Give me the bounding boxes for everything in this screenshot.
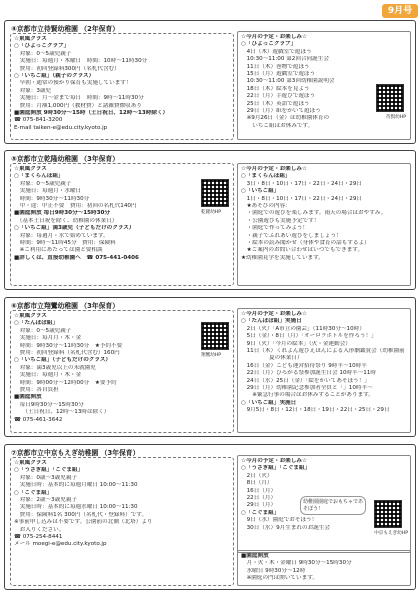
- kindergarten-panel-moegi: [4, 444, 416, 590]
- schedule-line: ・園庭での遊びを楽しみます。雨天の場合はおやすみ。: [241, 210, 387, 217]
- schedule-line: 15日（月）遊戯室で遊ぼう: [241, 71, 316, 78]
- schedule-line: ・絵本の読み聞かせ（身体や食育の話もするよ）: [241, 240, 370, 247]
- info-line: ■園庭開放 9時30分～15時（土日祝日、12時～13時除く）: [14, 110, 169, 117]
- info-line: ☆東風クラス: [14, 313, 47, 319]
- schedule-line: 24日（水）25日（金）「絵をかいてあそぼう！」: [241, 377, 370, 384]
- info-line: 早朝・通常の預かり保育も実施しています！: [14, 80, 132, 87]
- schedule-line: 2日（火）: [241, 472, 273, 479]
- schedule-line: ○「たんぽぽ組」実施日: [241, 318, 302, 325]
- open-garden-box: [237, 550, 411, 586]
- schedule-line: 3日・8日・10日・17日・22日・24日・29日: [241, 180, 363, 187]
- schedule-heading: ☆今月の予定・お楽しみ☆: [241, 166, 307, 172]
- info-line: ☆東風クラス: [14, 36, 47, 42]
- info-line: ☎ 075-461-3642: [14, 416, 63, 423]
- qr-caption: 待賢幼HP: [385, 115, 406, 120]
- qr-code-icon[interactable]: [376, 84, 404, 112]
- schedule-line: 22日（月）手遊びで遊ぼう: [241, 93, 316, 100]
- info-line: 対象：毎週月・水で始めています。: [14, 232, 109, 239]
- info-line: 費用：各自負担: [14, 387, 59, 394]
- schedule-line: 4日（木）遊戯室で遊ぼう: [241, 48, 312, 55]
- info-line: メール moegi-e@edu.city.kyoto.jp: [14, 541, 107, 548]
- schedule-box: [237, 163, 411, 286]
- info-line: 実施日時：基本的に毎週水曜日 10:00～11:30: [14, 504, 138, 511]
- info-line: 対象：0～5歳児親子: [14, 327, 72, 334]
- schedule-heading: ☆今月の予定・お楽しみ☆: [241, 311, 307, 317]
- info-line: ☆東風クラス: [14, 166, 47, 172]
- schedule-line: ※9月26日（金）は幼稚園体育の: [241, 115, 330, 122]
- schedule-heading: ☆今月の予定・お楽しみ☆: [241, 458, 307, 464]
- schedule-line: ※緊急行事の場合はお休みすることがあります。: [241, 392, 374, 399]
- info-line: ○「たんぽぽ組」: [14, 320, 59, 327]
- info-line: 対象：2歳～3歳児親子: [14, 497, 78, 504]
- class-info-box: [10, 33, 234, 140]
- qr-caption: 乾隆幼HP: [201, 210, 222, 215]
- open-garden-line: ※園庭の門は開いています。: [241, 575, 318, 582]
- info-line: ○「いちご組」（子どもだけのクラス）: [14, 357, 112, 364]
- info-line: 費用：初回登録料300円（名札代含む）: [14, 65, 120, 72]
- open-garden-line: 水曜日 9時30分～12時: [241, 567, 306, 574]
- info-line: 費用：保険料1名 300円（名札代・登録料）です。: [14, 511, 148, 518]
- schedule-line: ○「まくらんぼ組」: [241, 173, 291, 180]
- schedule-line: 11日（木）巻物で遊ぼう: [241, 63, 310, 70]
- info-line: ☆東風クラス: [14, 460, 47, 466]
- schedule-line: ★幼稚園見学を実施しています。: [241, 254, 324, 261]
- info-line: 時間：9時30分～11時30分: [14, 195, 90, 202]
- schedule-line: 9月5日・8日・12日・18日・19日・22日・25日・29日: [241, 407, 390, 414]
- info-line: E-mail taiken-e@edu.city.kyoto.jp: [14, 124, 108, 131]
- schedule-line: 9日（水）園庭でおそぼう！: [241, 517, 318, 524]
- open-garden-heading: ■園庭開放: [241, 553, 269, 559]
- schedule-line: ○「ひよっこクラブ」: [241, 41, 297, 48]
- info-line: ○「いちご組」（親子のクラス）: [14, 73, 95, 80]
- schedule-line: ○「うさぎ組」「こぐま組」: [241, 465, 311, 472]
- qr-code-icon[interactable]: [201, 179, 229, 207]
- qr-code-icon[interactable]: [201, 322, 229, 350]
- schedule-line: いちご組はお休みです。: [241, 122, 314, 129]
- class-info-box: [10, 457, 234, 586]
- side-note: 幼稚園園庭でおもちゃであそぼう！: [300, 496, 366, 515]
- schedule-line: ○「こぐま組」: [241, 509, 280, 516]
- info-line: 中・途：中止不要 費用：初回の名札代140円: [14, 203, 137, 210]
- info-line: ■園庭開放 毎日9時30分～15時30分: [14, 210, 111, 217]
- info-line: 対象：0～5歳児親子: [14, 50, 72, 57]
- kindergarten-panel-taiken: [4, 20, 416, 144]
- schedule-line: ・園庭で作ってみよう！: [241, 225, 309, 232]
- schedule-line: 8日（月）: [241, 480, 273, 487]
- info-line: ☎ 075-254-8441: [14, 534, 63, 541]
- info-line: 実施日：毎週月・木曜日 時間：10時～11時30分: [14, 58, 148, 65]
- info-line: ○「ひよっこクラブ」: [14, 43, 70, 50]
- info-line: ■詳しくは、直接幼稚園へ ☎ 075-441-0406: [14, 254, 139, 261]
- schedule-line: ★ご案内のお問い合わせはいつでもできます。: [241, 247, 364, 254]
- schedule-line: ・親子でふれあい遊びをしましょう！: [241, 232, 342, 239]
- panel-title: ④京都市立待賢幼稚園 （2年保育）: [11, 25, 120, 33]
- info-line: （土日祝日、12時～13時は除く）: [14, 409, 110, 416]
- schedule-line: 16日（月）: [241, 487, 277, 494]
- schedule-line: 29日（月）: [241, 502, 277, 509]
- schedule-line: 18日（木）絵本を見よう: [241, 85, 310, 92]
- schedule-line: ○「いちご組」: [241, 188, 280, 195]
- info-line: 実施日：毎週月・木・金: [14, 372, 82, 379]
- schedule-line: 2日（火）「A市立の園芸」（11時30分～10時）: [241, 325, 365, 332]
- schedule-line: 11日（木）くれよん遊びえほんによる入形劇鑑賞会（幼稚園前: [241, 348, 405, 355]
- schedule-line: 9日（火）「今月の絵本」（火・金運動会）: [241, 340, 351, 347]
- info-line: 時間：9時30分～11時30分 ★予約不要: [14, 342, 123, 349]
- info-line: 実施日：毎週月・水曜日: [14, 188, 82, 195]
- open-garden-line: 月・火・木・金曜日 9時30分～15時30分: [241, 560, 352, 567]
- info-line: ○「いちご組」満3歳児（子どもだけのクラス）: [14, 225, 135, 232]
- schedule-line: 夏の休業日）: [241, 355, 303, 362]
- info-line: ■園庭開放: [14, 394, 42, 401]
- schedule-line: 22日（月）: [241, 495, 277, 502]
- info-line: （基本土日祝を除く、幼稚園の休業日）: [14, 217, 118, 224]
- schedule-line: 22日（月）ひろがる祭参加誕生日会 10時半～11時: [241, 370, 377, 377]
- schedule-line: 10:30～11:00 第3回幼稚園説明会: [241, 78, 335, 85]
- info-line: ※事前申し込みは不要です。公園前の北側（北塔）より: [14, 519, 153, 526]
- info-line: 対象：満3歳児以上の未就園児: [14, 364, 96, 371]
- info-line: ※ご利用にあたっては園と要相談: [14, 247, 103, 254]
- qr-caption: 中京もえぎ幼HP: [374, 531, 408, 536]
- info-line: ○「うさぎ組」「こぐま組」: [14, 467, 84, 474]
- info-line: ☎ 075-841-3200: [14, 117, 63, 124]
- qr-caption: 翔鸞幼HP: [201, 353, 222, 358]
- schedule-line: ★あそびの内容：: [241, 203, 291, 210]
- schedule-line: 10:30～11:00 第2回合同誕生会: [241, 56, 329, 63]
- schedule-line: 29日（月）幼稚園記念参加者全員と「」10時半～: [241, 385, 373, 392]
- kindergarten-panel-kenryu: [4, 150, 416, 290]
- qr-code-icon[interactable]: [374, 500, 402, 528]
- info-line: 実施日：月～金まで毎日 時間：9時～11時30分: [14, 95, 144, 102]
- schedule-line: ・公園遊びも実施予定です！: [241, 217, 320, 224]
- schedule-box: [237, 31, 411, 140]
- info-line: 費用：月額1,000円（教材費）と諸雑費徴収あり: [14, 102, 142, 109]
- schedule-line: 29日（月）紙をかいて遊ぼう: [241, 108, 321, 115]
- info-line: 実施日時：基本的に毎週月曜日 10:00～11:30: [14, 482, 138, 489]
- schedule-line: 1日・8日・10日・17日・22日・24日・29日: [241, 195, 363, 202]
- info-line: 時間：9時～11時45分 費用：保険料: [14, 240, 116, 247]
- info-line: 費用：初回登録料（名札代含む）160円: [14, 350, 120, 357]
- schedule-line: 25日（木）英語で遊ぼう: [241, 100, 310, 107]
- schedule-box: [237, 308, 411, 433]
- info-line: 時間：9時00分～12時00分 ★要予約: [14, 379, 117, 386]
- schedule-line: ○「いちご組」実施日: [241, 399, 297, 406]
- schedule-heading: ☆今月の予定・お楽しみ☆: [241, 34, 307, 40]
- panel-title: ⑦京都市立中京もえぎ幼稚園 （3年保育）: [11, 449, 140, 457]
- info-line: 実施日：毎月月・木・金: [14, 335, 82, 342]
- schedule-box: [237, 455, 411, 553]
- info-line: お入りください。: [14, 526, 65, 533]
- info-line: ○「こぐま組」: [14, 489, 53, 496]
- kindergarten-panel-shoran: [4, 297, 416, 437]
- info-line: 対象：3歳児: [14, 87, 52, 94]
- schedule-line: 5日（金）・8日（月）「オーロラボトルを作ろう！」: [241, 333, 377, 340]
- info-line: ○「まくらんぼ組」: [14, 173, 64, 180]
- month-badge: 9月号: [382, 4, 418, 18]
- info-line: 毎日9時30分～15時30分: [14, 401, 84, 408]
- info-line: 対象：0～5歳児親子: [14, 180, 72, 187]
- info-line: 対象：0歳～3歳児親子: [14, 474, 78, 481]
- schedule-line: 30日（水）9月生まれのお誕生会: [241, 524, 330, 531]
- panel-title: ⑥京都市立翔鸞幼稚園 （3年保育）: [11, 302, 120, 310]
- schedule-line: 16日（金）こども運営招待祭り 9時半～10時半: [241, 362, 367, 369]
- panel-title: ⑤京都市立乾隆幼稚園 （3年保育）: [11, 155, 120, 163]
